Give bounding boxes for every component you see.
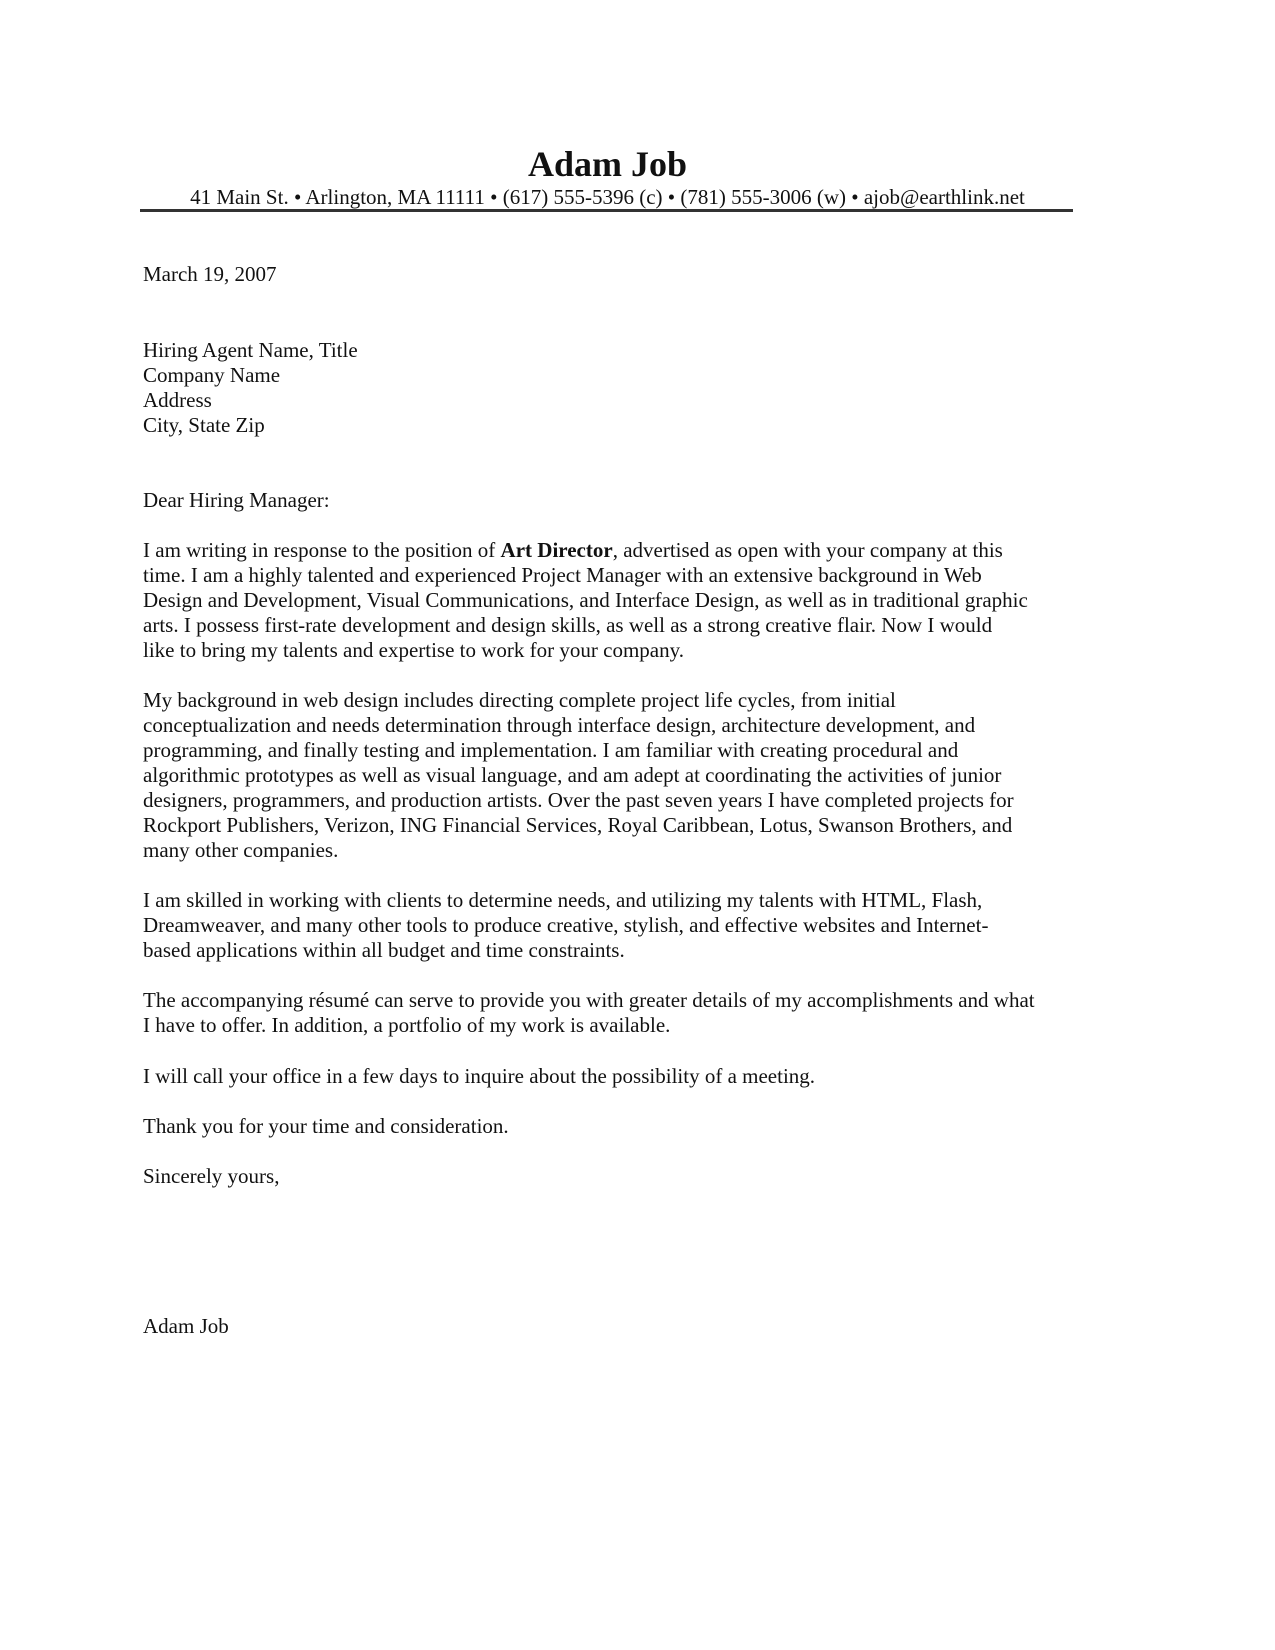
paragraph-line: Design and Development, Visual Communications, and Interface Design, as well as in traditional graphic: [143, 588, 1028, 612]
closing: Sincerely yours,: [143, 1164, 280, 1188]
recipient-address-block: [143, 338, 1078, 438]
recipient-address: Address: [143, 388, 212, 412]
paragraph-line: like to bring my talents and expertise to work for your company.: [143, 638, 685, 662]
paragraph-line: time. I am a highly talented and experienced Project Manager with an extensive background in Web: [143, 563, 982, 587]
paragraph-line: Rockport Publishers, Verizon, ING Financial Services, Royal Caribbean, Lotus, Swanson Brothers, and: [143, 813, 1013, 837]
paragraph-follow-up: I will call your office in a few days to inquire about the possibility of a meeting.: [143, 1064, 816, 1088]
sender-contact-line: 41 Main St. • Arlington, MA 11111 • (617) 555-5396 (c) • (781) 555-3006 (w) • ajob@earthlink.net: [190, 185, 1025, 209]
text-segment: , advertised as open with your company at this: [612, 538, 1003, 562]
paragraph-line: many other companies.: [143, 838, 339, 862]
paragraph-line: [143, 538, 1078, 563]
paragraph-line: programming, and finally testing and implementation. I am familiar with creating procedural and: [143, 738, 959, 762]
paragraph-line: Dreamweaver, and many other tools to produce creative, stylish, and effective websites and Internet-: [143, 913, 989, 937]
paragraph-line: I am skilled in working with clients to determine needs, and utilizing my talents with HTML, Flash,: [143, 888, 983, 912]
paragraph-line: arts. I possess first-rate development and design skills, as well as a strong creative flair. Now I would: [143, 613, 993, 637]
text-segment: I am writing in response to the position of: [143, 538, 501, 562]
paragraph-line: The accompanying résumé can serve to provide you with greater details of my accomplishments and what: [143, 988, 1035, 1012]
paragraph-resume: [143, 988, 1078, 1038]
header-divider: [140, 209, 1073, 212]
salutation: Dear Hiring Manager:: [143, 488, 330, 512]
letter-date: March 19, 2007: [143, 262, 277, 286]
paragraph-thanks: Thank you for your time and consideration.: [143, 1114, 509, 1138]
position-title: Art Director: [500, 538, 613, 562]
recipient-company: Company Name: [143, 363, 281, 387]
paragraph-line: My background in web design includes directing complete project life cycles, from initial: [143, 688, 896, 712]
paragraph-line: algorithmic prototypes as well as visual language, and am adept at coordinating the activities of junior: [143, 763, 1002, 787]
paragraph-line: designers, programmers, and production artists. Over the past seven years I have completed projects for: [143, 788, 1014, 812]
recipient-city-state-zip: City, State Zip: [143, 413, 265, 437]
paragraph-background: [143, 688, 1078, 863]
paragraph-line: I have to offer. In addition, a portfolio of my work is available.: [143, 1013, 671, 1037]
recipient-name-title: Hiring Agent Name, Title: [143, 338, 358, 362]
signature-name: Adam Job: [143, 1314, 229, 1338]
paragraph-line: conceptualization and needs determination through interface design, architecture development, and: [143, 713, 976, 737]
paragraph-skills: [143, 888, 1078, 963]
paragraph-line: based applications within all budget and time constraints.: [143, 938, 625, 962]
paragraph-intro: [143, 538, 1078, 663]
sender-name: Adam Job: [527, 144, 688, 184]
